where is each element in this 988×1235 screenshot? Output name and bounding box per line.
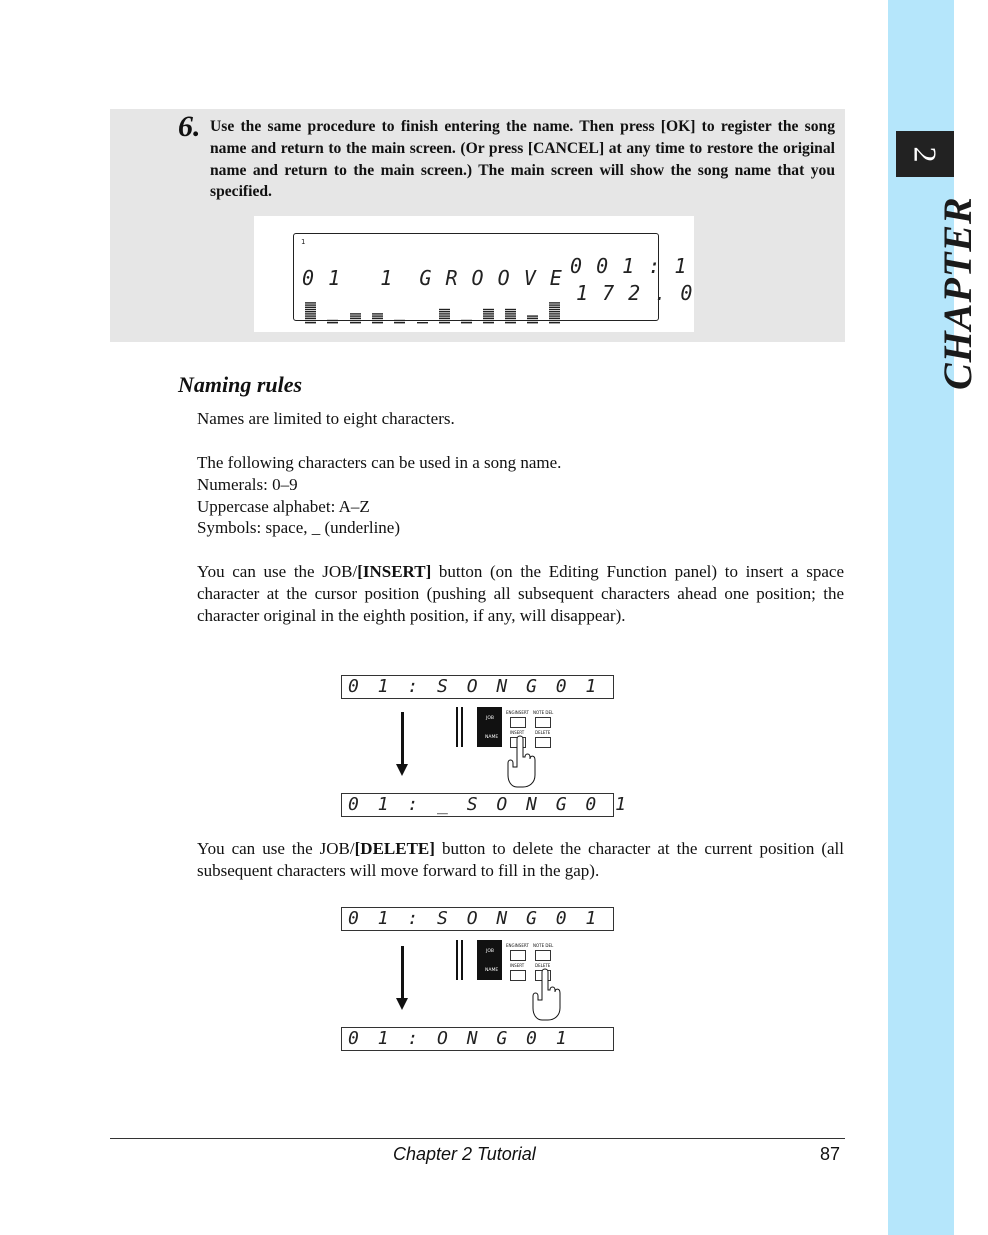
level-meter-segment [372, 318, 383, 319]
level-meter-segment [483, 322, 494, 323]
job-name-block [477, 940, 502, 980]
level-meter-segment [527, 322, 538, 323]
delete-before-text: 0 1 : S O N G 0 1 [348, 908, 601, 929]
level-meter-segment [483, 315, 494, 316]
level-meter-segment [549, 315, 560, 316]
delete-after-display [341, 1027, 614, 1051]
level-meter-segment [305, 322, 316, 323]
level-meter-segment [505, 322, 516, 323]
paragraph-allowed-chars [197, 452, 844, 539]
level-meter-segment [483, 320, 494, 321]
delete-before-display [341, 907, 614, 931]
pressing-hand-icon [530, 968, 565, 1023]
step-number: 6. [178, 110, 201, 143]
level-meter-segment [483, 313, 494, 314]
level-meter-segment [461, 322, 472, 323]
level-meter-segment [505, 309, 516, 310]
lcd-track-number: 1 [301, 238, 306, 246]
delete-after-text: 0 1 : O N G 0 1 [348, 1028, 571, 1049]
level-meter-segment [439, 318, 450, 319]
step-text: Use the same procedure to finish entering the name. Then press [OK] to register the song name and return to the main screen. (Or press [CANCEL] at any time to restore the original name and return to the main screen.) The main screen will show the song name that you specified. [210, 118, 835, 201]
delete-text-post: button to delete the character at the current position (all subsequent characters will move forward to fill in the gap). [197, 839, 844, 880]
level-meter-segment [439, 322, 450, 323]
panel-divider [456, 940, 458, 980]
footer-rule [110, 1138, 845, 1139]
lcd-level-meters [302, 300, 572, 326]
delete-text-pre: You can use the JOB/ [197, 839, 355, 858]
chapter-number-tab [896, 131, 954, 177]
level-meter-segment [305, 311, 316, 312]
job-label: JOB [486, 949, 494, 954]
lcd-tempo: 1 7 2 . 0 [576, 281, 694, 305]
eng-insert-button[interactable] [510, 717, 526, 728]
eng-insert-button[interactable] [510, 950, 526, 961]
level-meter-segment [394, 320, 405, 321]
level-meter-segment [527, 320, 538, 321]
insert-arrow-line [401, 712, 404, 768]
note-del-button[interactable] [535, 950, 551, 961]
level-meter-segment [350, 315, 361, 316]
level-meter-segment [505, 318, 516, 319]
level-meter-segment [327, 322, 338, 323]
level-meter-segment [305, 304, 316, 305]
level-meter-segment [372, 322, 383, 323]
lcd-song-name: 0 1 1 G R O O V E [302, 266, 563, 290]
insert-label: INSERT [510, 730, 525, 735]
delete-label: DELETE [535, 963, 551, 968]
level-meter-segment [305, 309, 316, 310]
level-meter-segment [549, 304, 560, 305]
chapter-number: 2 [907, 146, 944, 162]
panel-divider [456, 707, 458, 747]
level-meter-segment [305, 315, 316, 316]
paragraph-delete [197, 838, 844, 882]
lcd-position: 0 0 1 : 1 [570, 254, 688, 278]
name-label: NAME [485, 735, 499, 740]
level-meter-segment [549, 309, 560, 310]
level-meter-segment [417, 322, 428, 323]
insert-text-post: button (on the Editing Function panel) to insert a space character at the cursor position (pushing all subsequent characters ahead one position; the character original in the eighth position, if any, will disappear). [197, 562, 844, 625]
level-meter-segment [305, 313, 316, 314]
level-meter-segment [439, 320, 450, 321]
insert-before-text: 0 1 : S O N G 0 1 [348, 676, 601, 697]
insert-after-text: 0 1 : _ S O N G 0 1 [348, 794, 630, 815]
insert-arrow-head [396, 764, 408, 776]
footer-chapter: Chapter 2 Tutorial [393, 1144, 536, 1164]
note-del-button[interactable] [535, 717, 551, 728]
level-meter-segment [439, 313, 450, 314]
eng-insert-label: ENGINSERT [506, 710, 529, 715]
level-meter-segment [483, 309, 494, 310]
panel-divider [461, 707, 463, 747]
level-meter-segment [461, 320, 472, 321]
level-meter-segment [372, 313, 383, 314]
level-meter-segment [505, 311, 516, 312]
level-meter-segment [305, 318, 316, 319]
name-label: NAME [485, 968, 499, 973]
footer-page-number: 87 [820, 1144, 841, 1164]
paragraph-insert [197, 561, 844, 626]
level-meter-segment [439, 315, 450, 316]
delete-label: DELETE [535, 730, 551, 735]
chapter-side-band [888, 0, 954, 1235]
level-meter-segment [549, 302, 560, 303]
level-meter-segment [372, 320, 383, 321]
level-meter-segment [305, 307, 316, 308]
level-meter-segment [527, 318, 538, 319]
level-meter-segment [549, 322, 560, 323]
level-meter-segment [483, 311, 494, 312]
level-meter-segment [439, 309, 450, 310]
level-meter-segment [505, 313, 516, 314]
section-heading: Naming rules [178, 372, 303, 397]
insert-after-display [341, 793, 630, 817]
job-name-block [477, 707, 502, 747]
level-meter-segment [350, 313, 361, 314]
allowed-uppercase: Uppercase alphabet: A–Z [197, 496, 370, 516]
job-label: JOB [486, 716, 494, 721]
level-meter-segment [439, 311, 450, 312]
level-meter-segment [305, 302, 316, 303]
level-meter-segment [350, 320, 361, 321]
insert-text-pre: You can use the JOB/ [197, 562, 358, 581]
allowed-numerals: Numerals: 0–9 [197, 474, 298, 494]
eng-insert-label: ENGINSERT [506, 943, 529, 948]
delete-button-name: [DELETE] [354, 839, 435, 858]
chapter-label: CHAPTER [935, 196, 980, 390]
lcd-display [293, 233, 694, 321]
level-meter-segment [327, 320, 338, 321]
delete-arrow-head [396, 998, 408, 1010]
allowed-symbols: Symbols: space, _ (underline) [197, 518, 401, 538]
delete-arrow-line [401, 946, 404, 1002]
level-meter-segment [527, 315, 538, 316]
level-meter-segment [350, 322, 361, 323]
level-meter-segment [394, 322, 405, 323]
level-meter-segment [483, 318, 494, 319]
insert-button[interactable] [510, 970, 526, 981]
level-meter-segment [505, 320, 516, 321]
main-screen-illustration [254, 216, 694, 332]
insert-label: INSERT [510, 963, 525, 968]
level-meter-segment [549, 313, 560, 314]
panel-divider [461, 940, 463, 980]
level-meter-segment [350, 318, 361, 319]
note-del-label: NOTE DEL [533, 710, 554, 715]
note-del-label: NOTE DEL [533, 943, 554, 948]
pressing-hand-icon [505, 735, 540, 790]
level-meter-segment [549, 318, 560, 319]
allowed-intro: The following characters can be used in a song name. [197, 453, 562, 472]
paragraph-limit: Names are limited to eight characters. [197, 409, 455, 428]
level-meter-segment [549, 311, 560, 312]
level-meter-segment [305, 320, 316, 321]
level-meter-segment [505, 315, 516, 316]
level-meter-segment [372, 315, 383, 316]
level-meter-segment [549, 320, 560, 321]
insert-button-name: [INSERT] [357, 562, 432, 581]
insert-before-display [341, 675, 614, 699]
level-meter-segment [549, 307, 560, 308]
